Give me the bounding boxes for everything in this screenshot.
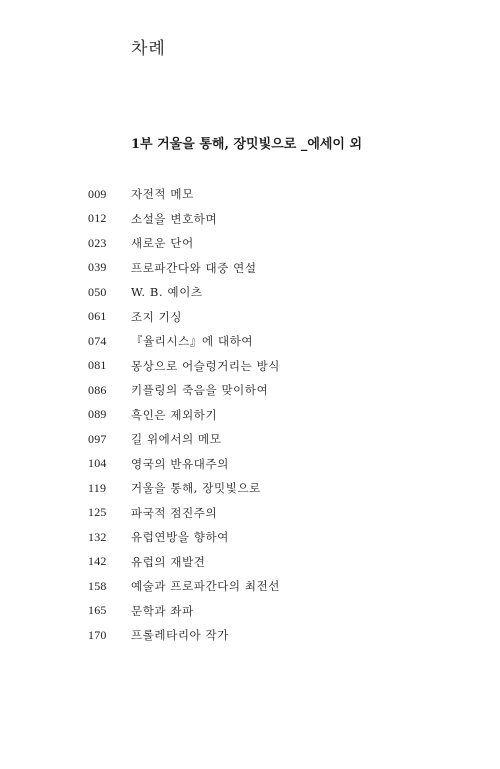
toc-entry-title: 길 위에서의 메모 (131, 432, 222, 447)
toc-entry-title: 키플링의 죽음을 맞이하여 (131, 383, 269, 398)
toc-entry (88, 280, 280, 305)
toc-page-number: 158 (88, 578, 107, 593)
toc-entry (88, 599, 280, 624)
toc-entry (88, 403, 280, 428)
toc-entry (88, 427, 280, 452)
toc-entry-title: 영국의 반유대주의 (131, 456, 229, 471)
toc-entry-title: 조지 기싱 (131, 309, 183, 324)
toc-entry (88, 305, 280, 330)
toc-entry-title: 『율리시스』에 대하여 (131, 334, 254, 349)
toc-page-number: 023 (88, 235, 107, 250)
toc-entry-title: 새로운 단어 (131, 236, 194, 251)
toc-entry-title: 몽상으로 어슬렁거리는 방식 (131, 358, 281, 373)
toc-page-number: 125 (88, 505, 107, 520)
toc-page-number: 142 (88, 554, 107, 569)
toc-entry (88, 623, 280, 648)
toc-entry-title: 예술과 프로파간다의 최전선 (131, 579, 281, 594)
page-title: 차례 (131, 39, 166, 59)
toc-entry-title: 소설을 변호하며 (131, 211, 218, 226)
toc-entry (88, 231, 280, 256)
toc-entry (88, 452, 280, 477)
toc-entry (88, 207, 280, 232)
toc-entry (88, 525, 280, 550)
toc-page-number: 165 (88, 603, 107, 618)
toc-entry-title: 흑인은 제외하기 (131, 407, 218, 422)
toc-entry (88, 501, 280, 526)
toc-entry (88, 574, 280, 599)
toc-entry-title: 거울을 통해, 장밋빛으로 (131, 481, 261, 496)
toc-entry (88, 550, 280, 575)
toc-entry-title: 프로파간다와 대중 연설 (131, 260, 257, 275)
toc-entry-title: 파국적 점진주의 (131, 505, 218, 520)
toc-entry-title: 문학과 좌파 (131, 603, 194, 618)
section-heading: 1부 거울을 통해, 장밋빛으로 _에세이 외 (131, 137, 363, 152)
toc-entry (88, 182, 280, 207)
toc-entry-title: W. B. 예이츠 (131, 285, 203, 300)
toc-page-number: 119 (88, 480, 107, 495)
toc-entry (88, 476, 280, 501)
toc-page-number: 170 (88, 627, 107, 642)
toc-entry-title: 프롤레타리아 작가 (131, 628, 229, 643)
toc-entry-title: 유럽연방을 향하여 (131, 530, 229, 545)
toc-page-number: 132 (88, 529, 107, 544)
toc-page-number: 104 (88, 456, 107, 471)
toc-entry (88, 354, 280, 379)
toc-entry-title: 자전적 메모 (131, 187, 194, 202)
toc-page-number: 061 (88, 309, 107, 324)
toc-page-number: 074 (88, 333, 107, 348)
toc-entry (88, 256, 280, 281)
toc-entry (88, 329, 280, 354)
toc-entry-title: 유럽의 재발견 (131, 554, 206, 569)
toc-page-number: 009 (88, 186, 107, 201)
toc-page-number: 039 (88, 260, 107, 275)
toc-page-number: 050 (88, 284, 107, 299)
toc-page-number: 097 (88, 431, 107, 446)
table-of-contents (88, 182, 280, 648)
toc-page-number: 081 (88, 358, 107, 373)
toc-page-number: 089 (88, 407, 107, 422)
toc-page-number: 012 (88, 211, 107, 226)
toc-entry (88, 378, 280, 403)
toc-page-number: 086 (88, 382, 107, 397)
